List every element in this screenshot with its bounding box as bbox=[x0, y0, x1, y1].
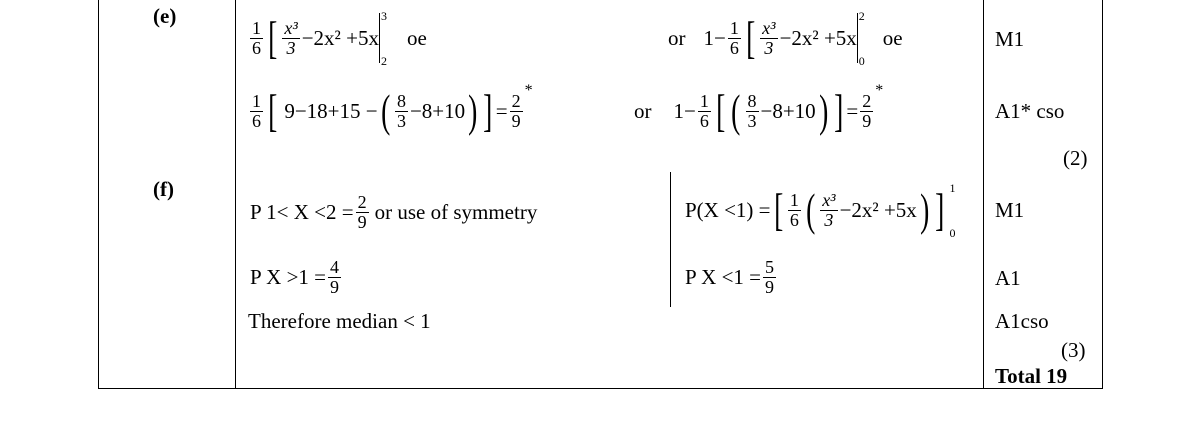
left-paren: ( bbox=[805, 184, 816, 235]
oe-note: oe bbox=[406, 25, 427, 50]
part-f-label: (f) bbox=[153, 177, 174, 201]
fraction-result: $\frac{5}{9}$ bbox=[765, 256, 775, 297]
equals: = bbox=[846, 98, 859, 123]
one-minus: 1− bbox=[673, 98, 696, 123]
mark-f-a1-cso: A1cso bbox=[995, 309, 1049, 333]
expression-body-b: −8+10 bbox=[760, 98, 816, 123]
part-e-line2 bbox=[248, 80, 533, 142]
fraction-x3-over-3: $\frac{\text{x³}}{3}$ bbox=[822, 189, 836, 230]
left-paren: ( bbox=[380, 85, 390, 136]
mark-e-m1: M1 bbox=[995, 27, 1025, 51]
left-bracket: [ bbox=[773, 184, 783, 235]
fraction-result: $\frac{2}{9}$ bbox=[357, 191, 367, 232]
table-divider-marks bbox=[983, 0, 984, 389]
fraction-x3-over-3: $\frac{\text{x³}}{3}$ bbox=[762, 17, 776, 58]
subtotal-e: (2) bbox=[1063, 146, 1088, 170]
equals: = bbox=[495, 98, 508, 123]
star: * bbox=[524, 82, 533, 99]
oe-note: oe bbox=[882, 25, 903, 50]
fraction-eight-thirds: $\frac{8}{3}$ bbox=[396, 90, 406, 131]
expression-body-a: 9−18+15 − bbox=[284, 98, 378, 123]
part-f-line2-alt bbox=[685, 250, 778, 304]
table-divider-label bbox=[235, 0, 236, 389]
mark-e-a1-cso: A1* cso bbox=[995, 99, 1065, 123]
part-e-line1-alt bbox=[668, 6, 903, 70]
expression-rest: −2x² +5x bbox=[301, 25, 379, 50]
subtotal-f: (3) bbox=[1061, 338, 1086, 362]
prob-expression: P X <1 = bbox=[685, 264, 762, 289]
part-f-line1-alt bbox=[685, 178, 961, 242]
prob-expression: P X >1 = bbox=[250, 264, 327, 289]
prob-expression: P 1< X <2 = bbox=[250, 199, 354, 224]
right-paren: ) bbox=[468, 85, 478, 136]
fraction-x3-over-3: $\frac{\text{x³}}{3}$ bbox=[284, 17, 298, 58]
left-bracket: [ bbox=[268, 12, 278, 63]
table-bottom-border bbox=[98, 388, 1103, 389]
prob-expression: P(X <1) = bbox=[685, 197, 771, 222]
mark-f-m1: M1 bbox=[995, 198, 1025, 222]
right-paren: ) bbox=[818, 85, 828, 136]
symmetry-note: or use of symmetry bbox=[374, 199, 538, 224]
table-right-border bbox=[1102, 0, 1103, 389]
fraction-result: $\frac{2}{9}$ bbox=[862, 90, 872, 131]
left-paren: ( bbox=[731, 85, 741, 136]
star: * bbox=[875, 82, 884, 99]
fraction-one-sixth: $\frac{1}{6}$ bbox=[789, 189, 799, 230]
or-word: or bbox=[634, 98, 652, 123]
fraction-eight-thirds: $\frac{8}{3}$ bbox=[747, 90, 757, 131]
part-f-line1 bbox=[250, 184, 537, 240]
table-left-border bbox=[98, 0, 99, 389]
fraction-one-sixth: $\frac{1}{6}$ bbox=[699, 90, 709, 131]
right-paren: ) bbox=[919, 184, 930, 235]
expression-rest: −2x² +5x bbox=[839, 197, 917, 222]
integral-limits: 2 0 bbox=[858, 9, 865, 68]
left-bracket: [ bbox=[715, 85, 726, 136]
part-e-label: (e) bbox=[153, 4, 177, 28]
right-bracket: ] bbox=[935, 184, 945, 235]
fraction-result: $\frac{4}{9}$ bbox=[330, 256, 340, 297]
alt-method-separator bbox=[670, 172, 671, 307]
expression-body-b: −8+10 bbox=[409, 98, 466, 123]
left-bracket: [ bbox=[268, 85, 278, 136]
mark-f-a1: A1 bbox=[995, 266, 1021, 290]
expression-rest: −2x² +5x bbox=[779, 25, 857, 50]
integral-limits: 3 2 bbox=[380, 9, 387, 68]
fraction-result: $\frac{2}{9}$ bbox=[511, 90, 521, 131]
fraction-one-sixth: $\frac{1}{6}$ bbox=[252, 90, 261, 131]
or-word: or bbox=[668, 25, 686, 50]
part-e-line2-alt bbox=[634, 80, 883, 142]
one-minus: 1− bbox=[703, 25, 726, 50]
part-f-line2 bbox=[250, 250, 343, 304]
total-marks: Total 19 bbox=[995, 364, 1068, 388]
right-bracket: ] bbox=[834, 85, 844, 136]
fraction-one-sixth: $\frac{1}{6}$ bbox=[729, 17, 739, 58]
part-e-line1 bbox=[248, 6, 427, 70]
fraction-one-sixth: $\frac{1}{6}$ bbox=[252, 17, 261, 58]
integral-limits: 1 0 bbox=[949, 181, 956, 240]
left-bracket: [ bbox=[745, 12, 756, 63]
right-bracket: ] bbox=[483, 85, 493, 136]
conclusion-text: Therefore median < 1 bbox=[248, 309, 431, 333]
